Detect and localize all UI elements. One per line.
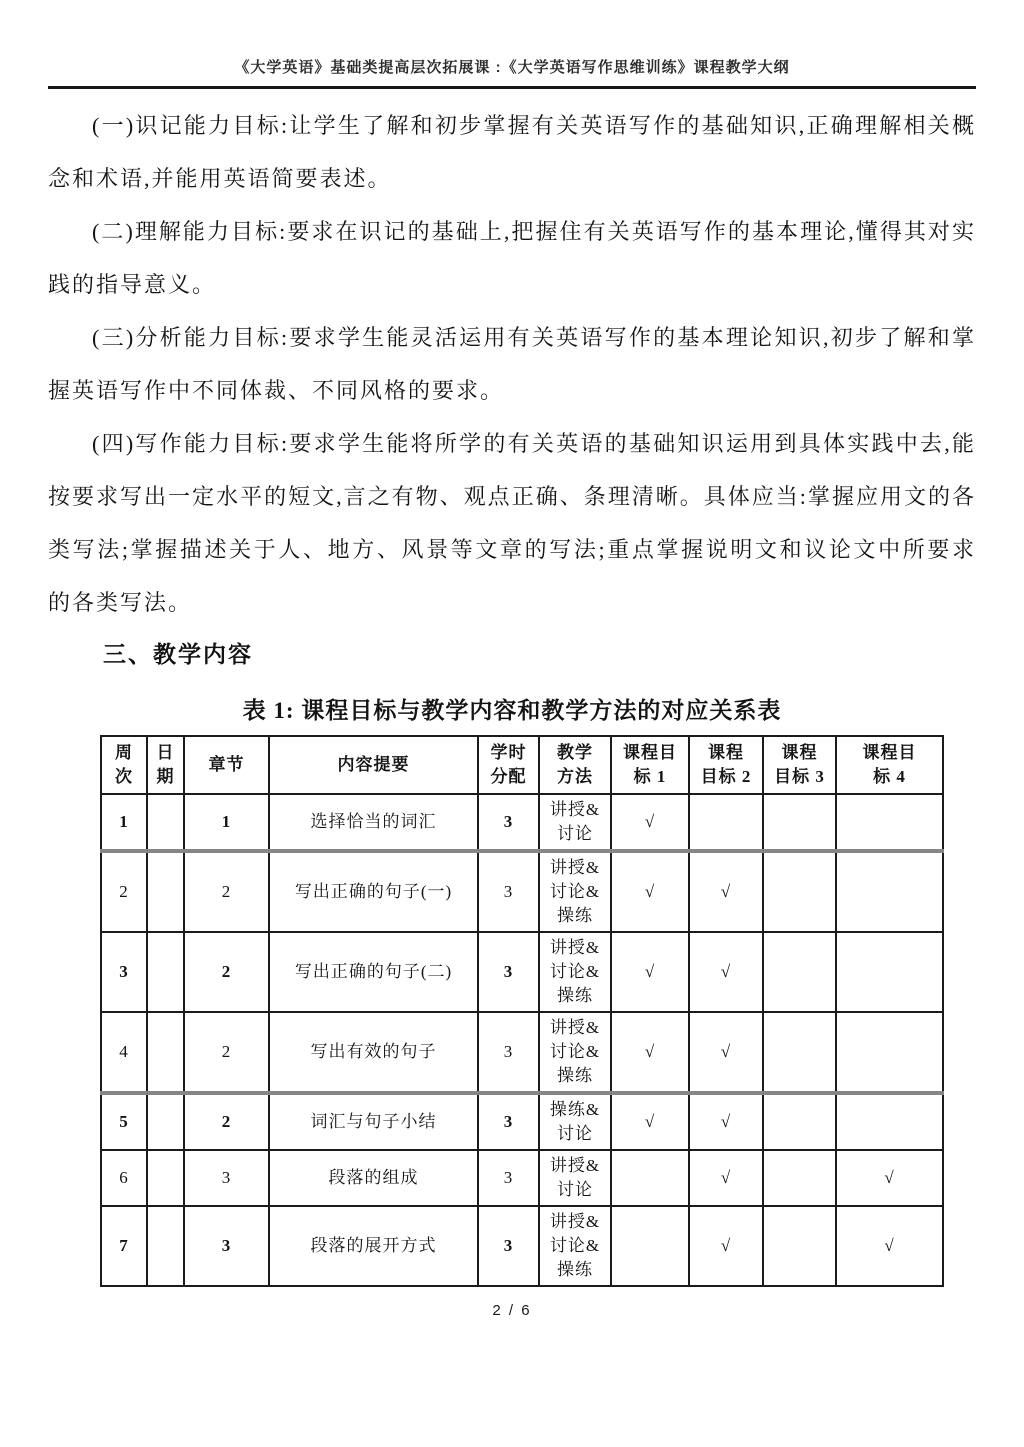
col-header-chapter [184,736,269,794]
summary-cell: 段落的展开方式 [269,1206,478,1286]
week-cell: 4 [101,1012,147,1093]
header-line: 教学 [557,743,593,762]
method-line: 操练 [557,1066,593,1085]
method-line: 讲授& [549,1156,601,1175]
goal-1-cell: √ [611,1093,689,1150]
goal-2-cell [689,794,763,851]
table-row-week-7 [101,1206,943,1286]
goal-1-cell: √ [611,932,689,1012]
table-header-row [101,736,943,794]
goal-4-cell: √ [836,1150,943,1206]
goal-2-cell: √ [689,1206,763,1286]
chapter-cell: 1 [184,794,269,851]
summary-cell: 选择恰当的词汇 [269,794,478,851]
table-row-week-6 [101,1150,943,1206]
header-line: 内容提要 [337,755,410,774]
method-line: 讲授& [549,858,601,877]
header-line: 标 4 [873,767,906,786]
date-cell [147,1150,184,1206]
header-line: 目标 3 [774,767,825,786]
week-cell: 2 [101,851,147,932]
method-cell [539,794,611,851]
summary-cell: 写出正确的句子(一) [269,851,478,932]
header-line: 日 [156,743,175,762]
hours-cell: 3 [478,1206,539,1286]
method-line: 讲授& [549,938,601,957]
method-line: 讲授& [549,800,601,819]
goal-2-cell: √ [689,851,763,932]
week-cell: 1 [101,794,147,851]
method-line: 讲授& [549,1212,601,1231]
section-heading: 三、教学内容 [103,641,253,667]
chapter-cell: 2 [184,932,269,1012]
header-line: 课程目 [623,743,677,762]
method-line: 讲授& [549,1018,601,1037]
goal-4-cell: √ [836,1206,943,1286]
method-line: 操练 [557,986,593,1005]
page-number: 2 / 6 [492,1302,532,1319]
col-header-goal-4 [836,736,943,794]
col-header-goal-1 [611,736,689,794]
header-line: 标 1 [633,767,667,786]
hours-cell: 3 [478,794,539,851]
goal-1-cell [611,1150,689,1206]
col-header-goal-3 [763,736,836,794]
method-line: 讨论 [557,824,593,843]
header-line: 学时 [490,743,527,762]
header-line: 周 [115,743,133,762]
goal-1-cell: √ [611,851,689,932]
goal-1-cell: √ [611,1012,689,1093]
header-line: 方法 [557,767,593,786]
method-line: 操练 [557,1260,593,1279]
col-header-method [539,736,611,794]
course-objectives-table [100,735,944,1287]
header-line: 期 [156,767,175,786]
goal-3-cell [763,1150,836,1206]
method-line: 讨论& [549,882,601,901]
method-line: 讨论& [549,1042,601,1061]
goal-4-cell [836,851,943,932]
paragraph-objective-1: (一)识记能力目标:让学生了解和初步掌握有关英语写作的基础知识,正确理解相关概念和术语,并能用英语简要表述。 [48,113,976,191]
table-title: 表 1: 课程目标与教学内容和教学方法的对应关系表 [242,698,782,723]
date-cell [147,1206,184,1286]
week-cell: 7 [101,1206,147,1286]
summary-cell: 段落的组成 [269,1150,478,1206]
hours-cell: 3 [478,932,539,1012]
method-cell [539,1206,611,1286]
method-cell [539,851,611,932]
summary-cell: 写出有效的句子 [269,1012,478,1093]
date-cell [147,932,184,1012]
table-row-week-5 [101,1093,943,1150]
paragraph-objective-4: (四)写作能力目标:要求学生能将所学的有关英语的基础知识运用到具体实践中去,能按要求写出一定水平的短文,言之有物、观点正确、条理清晰。具体应当:掌握应用文的各类写法;掌握描述关于人、地方、风景等文章的写法;重点掌握说明文和议论文中所要求的各类写法。 [48,431,976,615]
method-line: 讨论 [557,1124,593,1143]
col-header-date [147,736,184,794]
method-line: 操练& [549,1100,601,1119]
method-cell [539,1150,611,1206]
method-cell [539,1093,611,1150]
header-line: 课程 [781,743,818,762]
date-cell [147,851,184,932]
goal-3-cell [763,794,836,851]
goal-3-cell [763,1012,836,1093]
goal-3-cell [763,1093,836,1150]
col-header-hours [478,736,539,794]
hours-cell: 3 [478,1150,539,1206]
week-cell: 5 [101,1093,147,1150]
chapter-cell: 3 [184,1150,269,1206]
goal-4-cell [836,794,943,851]
chapter-cell: 2 [184,851,269,932]
paragraph-objective-2: (二)理解能力目标:要求在识记的基础上,把握住有关英语写作的基本理论,懂得其对实践的指导意义。 [48,219,976,297]
body-text [48,99,976,1287]
header-line: 课程目 [862,743,917,762]
col-header-week [101,736,147,794]
chapter-cell: 3 [184,1206,269,1286]
goal-2-cell: √ [689,932,763,1012]
method-line: 操练 [557,906,593,925]
header-rule [48,86,976,89]
header-line: 次 [115,767,133,786]
goal-2-cell: √ [689,1150,763,1206]
paragraph-objective-3: (三)分析能力目标:要求学生能灵活运用有关英语写作的基本理论知识,初步了解和掌握英语写作中不同体裁、不同风格的要求。 [48,325,976,403]
goal-4-cell [836,932,943,1012]
method-cell [539,932,611,1012]
header-line: 课程 [708,743,744,762]
date-cell [147,1093,184,1150]
chapter-cell: 2 [184,1012,269,1093]
week-cell: 6 [101,1150,147,1206]
hours-cell: 3 [478,1012,539,1093]
date-cell [147,1012,184,1093]
header-line: 章节 [208,755,245,774]
chapter-cell: 2 [184,1093,269,1150]
summary-cell: 写出正确的句子(二) [269,932,478,1012]
table-row-week-3 [101,932,943,1012]
goal-3-cell [763,851,836,932]
table-row-week-4 [101,1012,943,1093]
header-line: 分配 [490,767,527,786]
method-line: 讨论& [549,1236,601,1255]
method-line: 讨论 [557,1180,593,1199]
goal-4-cell [836,1012,943,1093]
hours-cell: 3 [478,851,539,932]
method-line: 讨论& [549,962,601,981]
running-header: 《大学英语》基础类提高层次拓展课 :《大学英语写作思维训练》课程教学大纲 [234,59,790,76]
table-row-week-1 [101,794,943,851]
goal-1-cell: √ [611,794,689,851]
goal-3-cell [763,932,836,1012]
date-cell [147,794,184,851]
goal-4-cell [836,1093,943,1150]
col-header-summary [269,736,478,794]
summary-cell: 词汇与句子小结 [269,1093,478,1150]
goal-2-cell: √ [689,1093,763,1150]
table-row-week-2 [101,851,943,932]
method-cell [539,1012,611,1093]
header-line: 目标 2 [700,767,752,786]
goal-3-cell [763,1206,836,1286]
hours-cell: 3 [478,1093,539,1150]
week-cell: 3 [101,932,147,1012]
goal-2-cell: √ [689,1012,763,1093]
col-header-goal-2 [689,736,763,794]
goal-1-cell [611,1206,689,1286]
